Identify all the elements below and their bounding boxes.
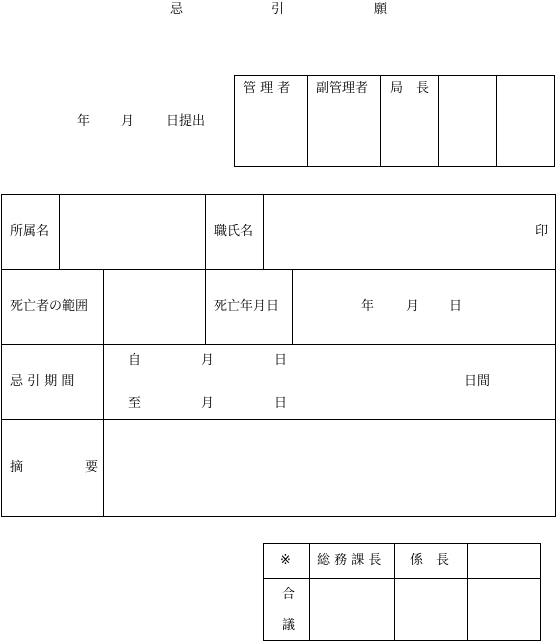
submit-day-label: 日提出 (166, 114, 206, 129)
death-date-day: 日 (449, 299, 463, 314)
note-mark: ※ (280, 553, 291, 568)
consult-label-2: 議 (282, 618, 296, 633)
death-scope-field[interactable] (104, 270, 205, 344)
section-chief-header: 係 長 (410, 553, 450, 568)
staff-name-field[interactable] (264, 195, 529, 269)
submit-month-label: 月 (121, 114, 135, 129)
death-scope-label: 死亡者の範囲 (10, 299, 89, 314)
title-char-2: 引 (271, 2, 285, 17)
to-month: 月 (201, 396, 215, 411)
staff-name-label: 職氏名 (214, 224, 254, 239)
summary-label-2: 要 (85, 460, 99, 475)
title-char-3: 願 (374, 2, 388, 17)
approval-deputy-header: 副管理者 (316, 81, 369, 96)
approval-manager-header: 管 理 者 (243, 81, 291, 96)
from-day: 日 (274, 353, 288, 368)
to-day: 日 (274, 396, 288, 411)
from-month: 月 (201, 353, 215, 368)
death-date-label: 死亡年月日 (214, 299, 280, 314)
days-unit: 日間 (464, 374, 491, 389)
approval-table-bottom (263, 543, 541, 641)
to-label: 至 (128, 396, 142, 411)
from-label: 自 (128, 353, 142, 368)
seal-mark: 印 (535, 224, 549, 239)
death-date-year: 年 (361, 299, 375, 314)
death-date-month: 月 (406, 299, 420, 314)
leave-period-label: 忌 引 期 間 (10, 374, 75, 389)
summary-field[interactable] (104, 420, 555, 516)
approval-director-header: 局 長 (390, 81, 430, 96)
consult-label-1: 合 (282, 587, 296, 602)
dept-label: 所属名 (10, 224, 50, 239)
general-affairs-chief-header: 総 務 課 長 (317, 553, 382, 568)
submit-year-label: 年 (77, 114, 91, 129)
title-char-1: 忌 (170, 2, 184, 17)
dept-field[interactable] (60, 195, 205, 269)
summary-label-1: 摘 (10, 460, 24, 475)
